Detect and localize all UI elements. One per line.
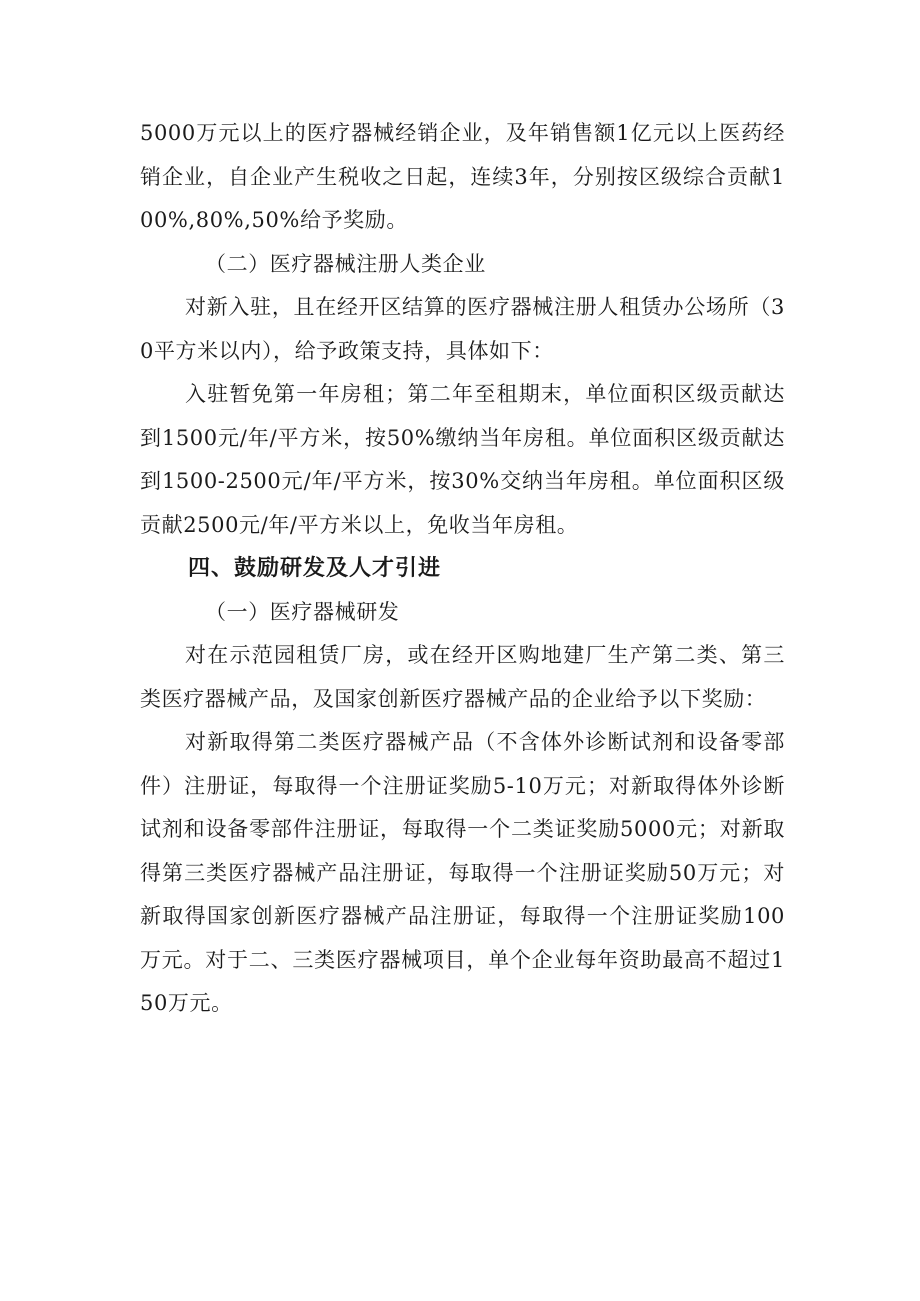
paragraph-registration-rewards: 对新取得第二类医疗器械产品（不含体外诊断试剂和设备零部件）注册证，每取得一个注册证奖励5-10万元；对新取得体外诊断试剂和设备零部件注册证，每取得一个二类证奖励5000元；对新取得第三类医疗器械产品注册证，每取得一个注册证奖励50万元；对新取得国家创新医疗器械产品注册证，每取得一个注册证奖励100万元。对于二、三类医疗器械项目，单个企业每年资助最高不超过150万元。 [140,730,785,1015]
paragraph-office-rental-support: 对新入驻，且在经开区结算的医疗器械注册人租赁办公场所（30平方米以内），给予政策支持，具体如下： [140,295,785,363]
subheading-registrant-enterprises: （二）医疗器械注册人类企业 [205,251,486,276]
subheading-device-rd: （一）医疗器械研发 [205,599,400,624]
paragraph-distributor-reward: 5000万元以上的医疗器械经销企业，及年销售额1亿元以上医药经销企业，自企业产生税收之日起，连续3年，分别按区级综合贡献100%,80%,50%给予奖励。 [140,121,785,232]
section-heading-rd-talent: 四、鼓励研发及人才引进 [188,556,442,581]
paragraph-rd-eligibility: 对在示范园租赁厂房，或在经开区购地建厂生产第二类、第三类医疗器械产品，及国家创新医疗器械产品的企业给予以下奖励： [140,643,785,711]
document-body [140,112,785,1026]
paragraph-rent-policy: 入驻暂免第一年房租；第二年至租期末，单位面积区级贡献达到1500元/年/平方米，按50%缴纳当年房租。单位面积区级贡献达到1500-2500元/年/平方米，按30%交纳当年房租。单位面积区级贡献2500元/年/平方米以上，免收当年房租。 [140,382,785,537]
